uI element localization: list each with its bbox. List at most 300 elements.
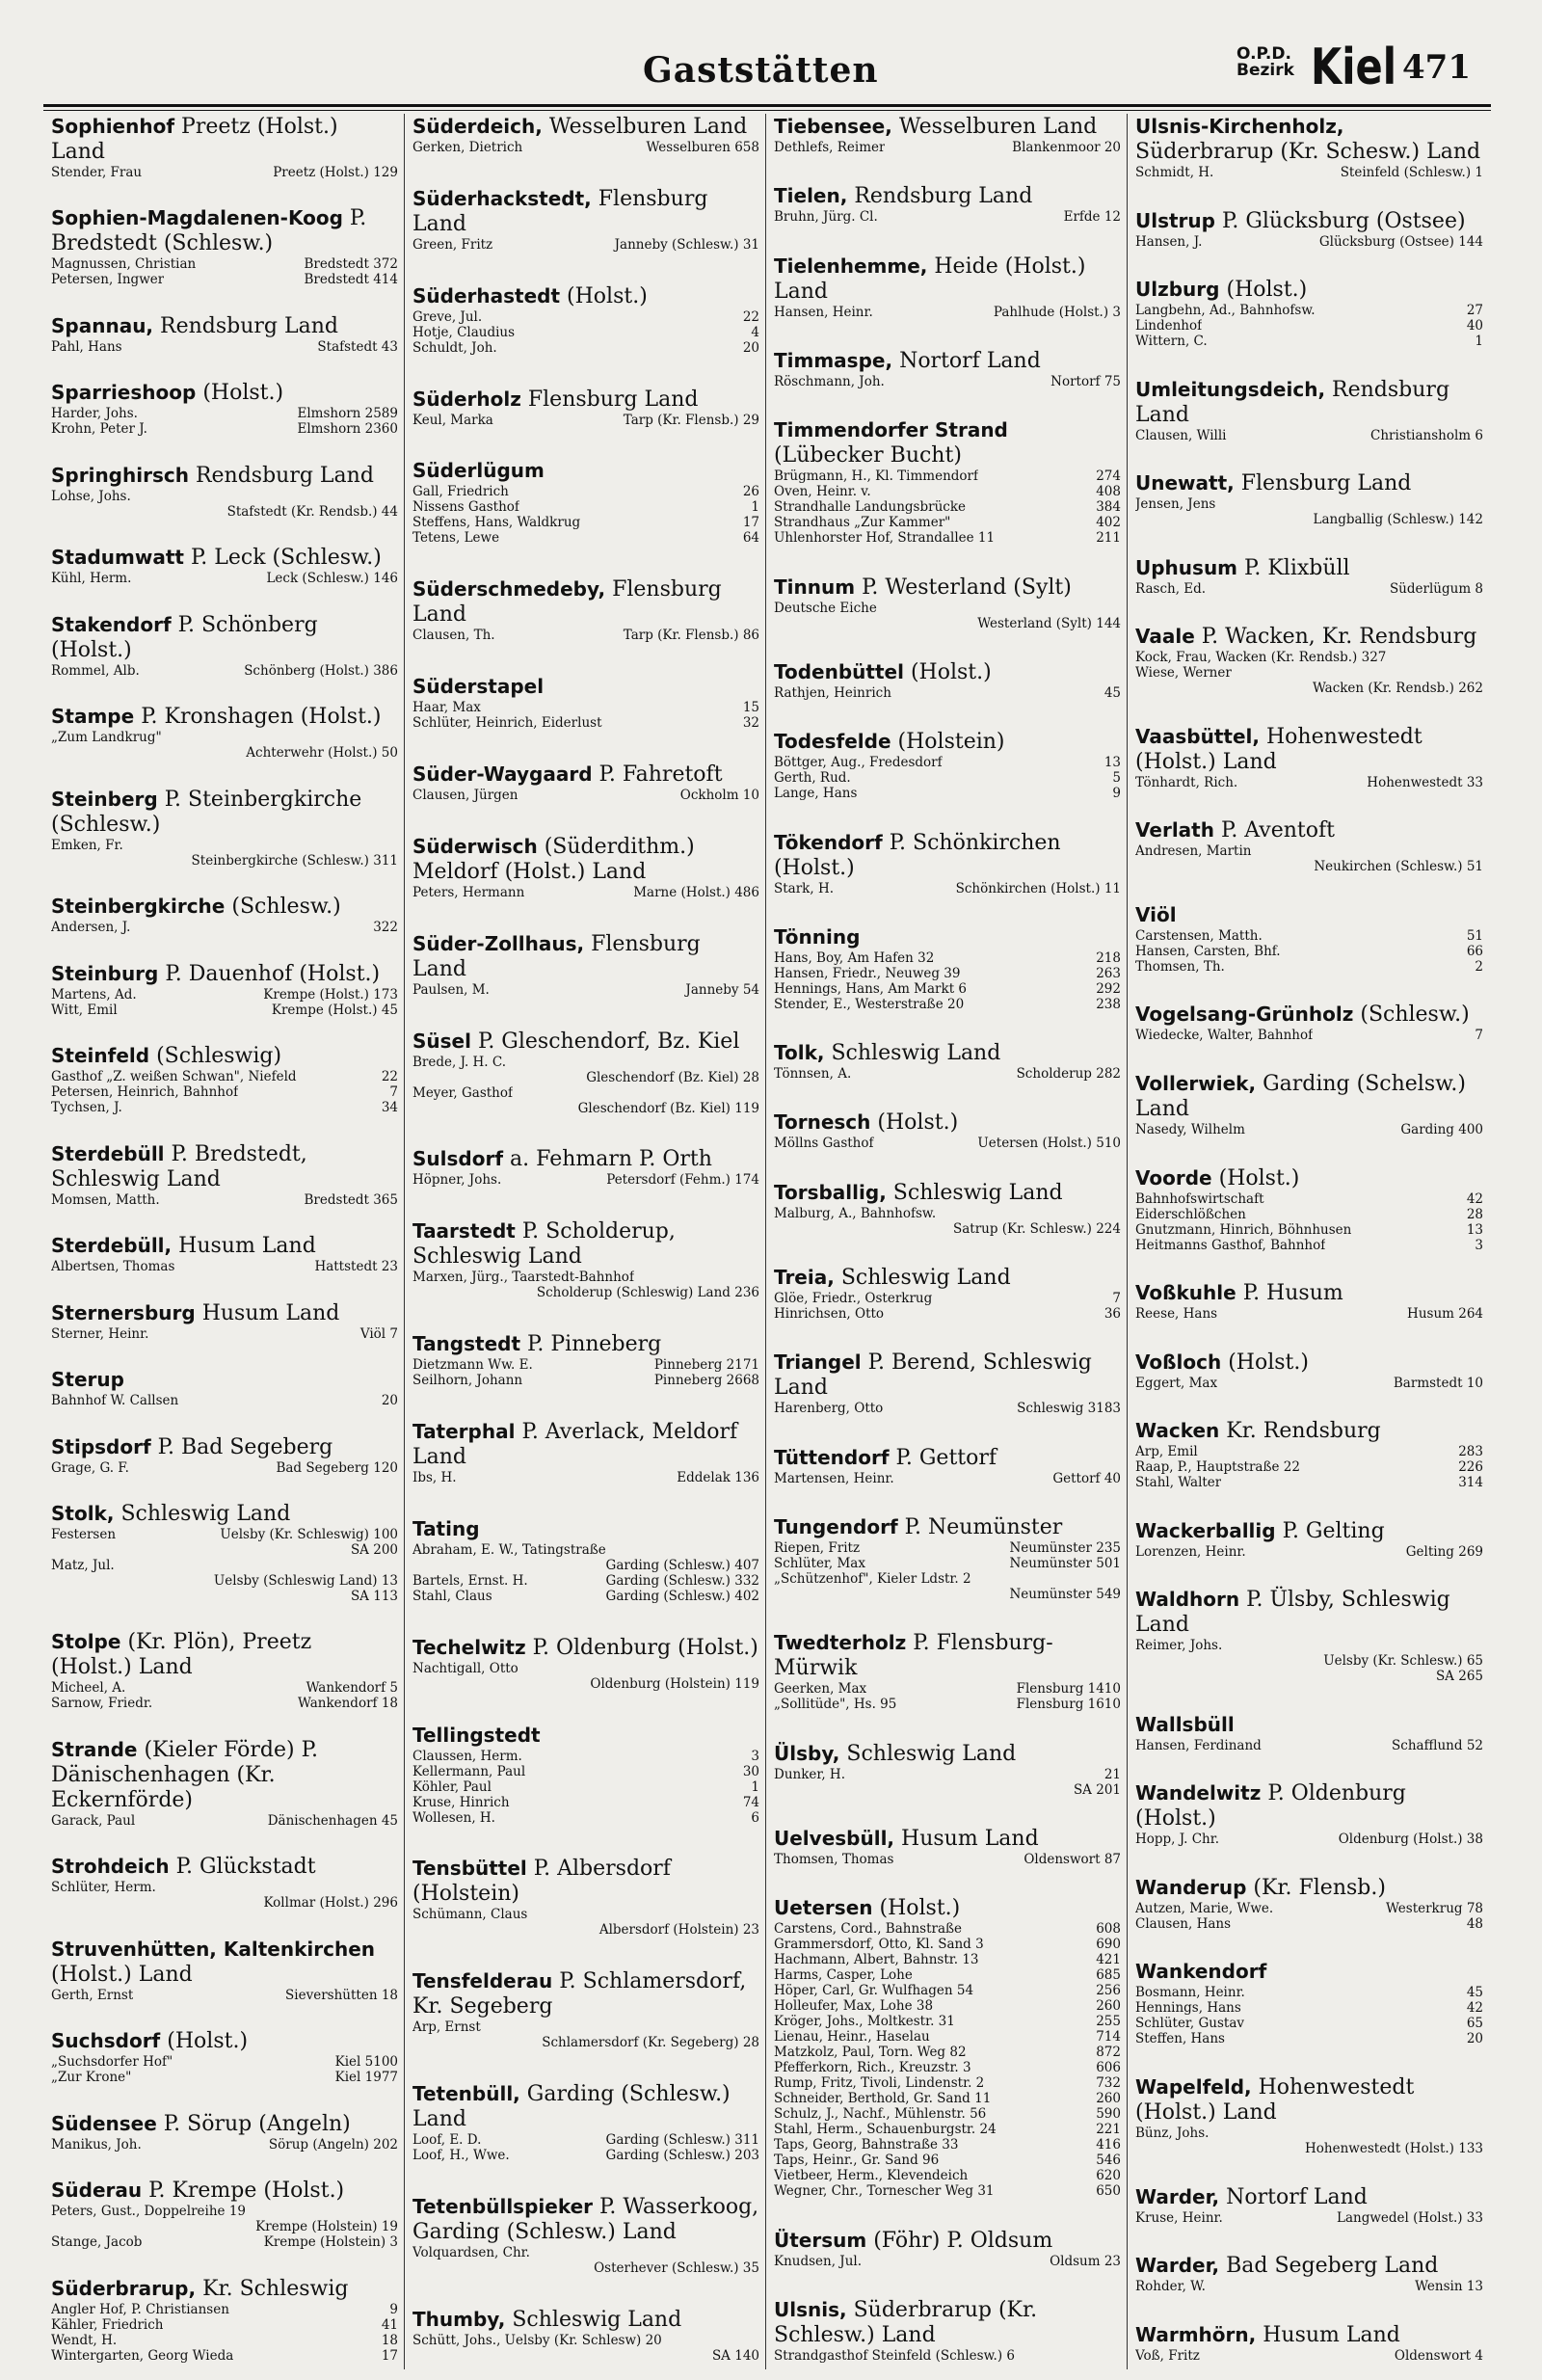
- listing-row: [1135, 581, 1483, 597]
- listing-name: Höpner, Johs.: [412, 1172, 502, 1189]
- column-4: [1128, 114, 1489, 2369]
- listing-name: Angler Hof, P. Christiansen: [51, 2301, 229, 2317]
- place-heading: [412, 458, 759, 484]
- listing-phone: 5: [1112, 770, 1121, 787]
- listing-phone: Blankenmoor 20: [1012, 140, 1121, 155]
- place-heading: [1135, 1165, 1483, 1191]
- listing-phone: 13: [1466, 1221, 1483, 1238]
- listing-name: Schulz, J., Nachf., Mühlenstr. 56: [774, 2106, 987, 2123]
- place-heading: [412, 1331, 759, 1357]
- listing-phone: Tarp (Kr. Flensb.) 86: [623, 628, 759, 644]
- directory-entry: [1135, 1280, 1483, 1322]
- listing-name: Clausen, Th.: [412, 628, 495, 644]
- place-heading: [774, 1630, 1121, 1681]
- listing-phone: [1477, 1638, 1483, 1653]
- listing-phone: 1: [751, 1778, 759, 1795]
- post-office: (Holst.): [879, 1896, 961, 1921]
- directory-entry: [774, 348, 1121, 389]
- listing-name: Wollesen, H.: [412, 1809, 495, 1826]
- post-office: Rendsburg Land: [1135, 377, 1450, 427]
- place-heading: [1135, 470, 1483, 496]
- listing-phone: Wankendorf 5: [306, 1680, 398, 1697]
- place-name: Tolk,: [774, 1041, 825, 1065]
- listing-phone: [392, 2204, 398, 2219]
- listing-row: [1135, 959, 1483, 975]
- listing-phone: 685: [1096, 1967, 1121, 1984]
- listing-name: Oven, Heinr. v.: [774, 484, 871, 500]
- directory-entry: [1135, 208, 1483, 250]
- listing-name: Hennings, Hans: [1135, 2000, 1241, 2017]
- place-heading: [1135, 1875, 1483, 1901]
- place-name: Wankendorf: [1135, 1960, 1267, 1984]
- listing-phone: 22: [742, 308, 759, 325]
- listing-row: [412, 1779, 759, 1795]
- listing-name: Micheel, A.: [51, 1680, 126, 1697]
- listing-row: [1135, 1444, 1483, 1459]
- listing-phone: 402: [1096, 515, 1121, 531]
- listing-row: [51, 838, 398, 853]
- post-office: Bad Segeberg Land: [1226, 2254, 1439, 2279]
- place-heading: [412, 1635, 759, 1661]
- post-office: (Holstein): [897, 730, 1005, 755]
- listing-phone: Tarp (Kr. Flensb.) 29: [623, 412, 759, 428]
- place-name: Vogelsang-Grünholz: [1135, 1003, 1354, 1027]
- place-name: Triangel: [774, 1350, 862, 1375]
- column-1: [43, 114, 405, 2369]
- listing-name: Keul, Marka: [412, 412, 493, 428]
- listing-row: [412, 1285, 759, 1300]
- listing-phone: Pinneberg 2668: [653, 1373, 759, 1389]
- listing-row: [1135, 2031, 1483, 2046]
- place-heading: [51, 704, 398, 730]
- place-name: Stampe: [51, 705, 135, 729]
- listing-name: Schneider, Berthold, Gr. Sand 11: [774, 2091, 992, 2107]
- listing-phone: 256: [1096, 1983, 1121, 1999]
- directory-entry: [51, 1367, 398, 1408]
- listing-row: [412, 1357, 759, 1373]
- place-heading: [51, 114, 398, 165]
- listing-row: [774, 601, 1121, 616]
- listing-phone: Sievershütten 18: [285, 1987, 398, 2003]
- listing-row: [51, 1573, 398, 1589]
- listing-phone: Erfde 12: [1063, 209, 1121, 226]
- place-name: Timmaspe,: [774, 348, 893, 372]
- listing-phone: Langballig (Schlesw.) 142: [1313, 512, 1483, 528]
- directory-entry: [412, 1968, 759, 2050]
- listing-name: Stahl, Walter: [1135, 1475, 1222, 1491]
- post-office: P. Bad Segeberg: [157, 1434, 333, 1459]
- listing-phone: 650: [1096, 2183, 1121, 2200]
- listing-name: Schlüter, Max: [774, 1556, 865, 1571]
- listing-row: [774, 2106, 1121, 2122]
- place-name: Suchsdorf: [51, 2029, 161, 2053]
- place-heading: [51, 463, 398, 489]
- listing-name: Hennings, Hans, Am Markt 6: [774, 980, 967, 997]
- post-office: P. Dauenhof (Holst.): [165, 961, 381, 986]
- place-heading: [51, 961, 398, 987]
- listing-phone: Krempe (Holstein) 19: [255, 2219, 398, 2235]
- listing-row: [1135, 665, 1483, 681]
- listing-name: Lohse, Johs.: [51, 488, 131, 504]
- listing-row: [51, 663, 398, 679]
- listing-row: [412, 885, 759, 900]
- place-heading: [51, 1367, 398, 1393]
- listing-name: Hachmann, Albert, Bahnstr. 13: [774, 1952, 979, 1968]
- listing-phone: [1477, 2126, 1483, 2141]
- place-heading: [51, 612, 398, 663]
- listing-name: Kock, Frau, Wacken (Kr. Rendsb.) 327: [1135, 650, 1387, 666]
- listing-phone: [392, 1880, 398, 1895]
- listing-phone: 9: [1112, 786, 1121, 802]
- listing-phone: Achterwehr (Holst.) 50: [246, 745, 398, 762]
- directory-entry: [51, 1501, 398, 1604]
- listing-name: Rump, Fritz, Tivoli, Lindenstr. 2: [774, 2075, 985, 2092]
- listing-phone: 3: [1475, 1237, 1483, 1253]
- listing-row: [1135, 1738, 1483, 1753]
- listing-name: Kruse, Hinrich: [412, 1794, 510, 1810]
- directory-entry: [774, 183, 1121, 225]
- listing-row: [412, 2035, 759, 2050]
- place-name: Süderdeich,: [412, 115, 543, 138]
- listing-phone: 20: [381, 1393, 398, 1409]
- place-name: Vollerwiek,: [1135, 1072, 1257, 1096]
- listing-row: [774, 2153, 1121, 2168]
- post-office: Wesselburen Land: [898, 115, 1098, 139]
- listing-name: Malburg, A., Bahnhofsw.: [774, 1205, 937, 1221]
- listing-row: [51, 987, 398, 1003]
- listing-name: Stange, Jacob: [51, 2234, 143, 2251]
- listing-name: Langbehn, Ad., Bahnhofsw.: [1135, 303, 1316, 319]
- place-name: Verlath: [1135, 818, 1214, 842]
- place-heading: [412, 2307, 759, 2333]
- place-name: Süderau: [51, 2179, 143, 2203]
- listing-row: [774, 484, 1121, 499]
- place-name: Waldhorn: [1135, 1588, 1240, 1612]
- listing-row: [412, 1542, 759, 1558]
- place-heading: [1135, 1587, 1483, 1638]
- directory-entry: [1135, 1002, 1483, 1043]
- listing-phone: 40: [1466, 318, 1483, 334]
- listing-row: [1135, 1222, 1483, 1238]
- post-office: Husum Land: [901, 1826, 1039, 1851]
- listing-phone: [754, 1055, 759, 1070]
- place-name: Ütersum: [774, 2228, 867, 2252]
- listing-name: Seilhorn, Johann: [412, 1373, 523, 1389]
- place-heading: [774, 2228, 1121, 2254]
- listing-row: [412, 325, 759, 340]
- place-name: Taarstedt: [412, 1219, 516, 1243]
- listing-row: [412, 237, 759, 253]
- place-name: Tetenbüllspieker: [412, 2195, 594, 2219]
- listing-name: Kröger, Johs., Moltkestr. 31: [774, 2014, 955, 2030]
- listing-phone: 13: [1103, 755, 1121, 771]
- place-name: Treia,: [774, 1266, 835, 1290]
- listing-phone: Barmstedt 10: [1393, 1375, 1483, 1391]
- listing-name: Schmidt, H.: [1135, 165, 1214, 180]
- listing-name: Brede, J. H. C.: [412, 1054, 507, 1070]
- place-heading: [1135, 1280, 1483, 1306]
- listing-phone: [392, 1558, 398, 1573]
- post-office: Süderbrarup (Kr. Schesw.) Land: [1135, 140, 1481, 164]
- listing-row: [412, 1470, 759, 1485]
- listing-name: Sterner, Heinr.: [51, 1325, 149, 1342]
- place-heading: [412, 1968, 759, 2019]
- listing-name: Matzkolz, Paul, Torn. Weg 82: [774, 2045, 967, 2061]
- listing-row: [774, 1697, 1121, 1712]
- place-name: Sterdebüll: [51, 1141, 165, 1165]
- post-office: Hohenwestedt (Holst.) Land: [1135, 2075, 1415, 2126]
- place-heading: [412, 1146, 759, 1172]
- listing-row: [412, 1101, 759, 1116]
- post-office: Husum Land: [178, 1234, 316, 1259]
- listing-row: [774, 2029, 1121, 2045]
- listing-phone: 408: [1096, 484, 1121, 500]
- listing-phone: Uetersen (Holst.) 510: [977, 1136, 1121, 1152]
- post-office: (Schleswig): [156, 1044, 282, 1069]
- listing-name: Krohn, Peter J.: [51, 421, 147, 438]
- listing-name: Schlüter, Gustav: [1135, 2016, 1244, 2032]
- place-heading: [774, 183, 1121, 209]
- directory-entry: [51, 380, 398, 437]
- post-office: P. Oldenburg (Holst.): [1135, 1781, 1406, 1832]
- listing-row: [51, 1003, 398, 1018]
- directory-entry: [774, 1895, 1121, 2199]
- listing-name: Lange, Hans: [774, 786, 858, 802]
- directory-entry: [774, 1350, 1121, 1416]
- listing-name: Arp, Ernst: [412, 2019, 481, 2036]
- listing-phone: Wankendorf 18: [298, 1696, 398, 1712]
- listing-row: [412, 309, 759, 325]
- listing-phone: 2: [1475, 958, 1483, 975]
- listing-row: [774, 1983, 1121, 1998]
- listing-row: [412, 484, 759, 499]
- listing-row: [774, 786, 1121, 801]
- place-heading: [51, 1854, 398, 1880]
- listing-row: [412, 140, 759, 155]
- place-name: Unewatt,: [1135, 471, 1235, 495]
- listing-row: [412, 1907, 759, 1922]
- place-name: Tielenhemme,: [774, 254, 928, 278]
- post-office: (Holst.): [1218, 1165, 1300, 1190]
- place-name: Tetenbüll,: [412, 2082, 520, 2106]
- listing-row: [774, 1921, 1121, 1937]
- listing-phone: 18: [381, 2332, 398, 2348]
- listing-name: Heitmanns Gasthof, Bahnhof: [1135, 1237, 1326, 1253]
- listing-name: Autzen, Marie, Wwe.: [1135, 1900, 1274, 1916]
- place-name: Wanderup: [1135, 1875, 1247, 1899]
- place-heading: [51, 2028, 398, 2054]
- place-heading: [51, 1141, 398, 1192]
- place-heading: [51, 1233, 398, 1259]
- listing-phone: 32: [742, 715, 759, 732]
- post-office: P. Gleschendorf, Bz. Kiel: [477, 1029, 740, 1054]
- listing-row: [774, 1998, 1121, 2014]
- post-office: P. Ülsby, Schleswig Land: [1135, 1588, 1450, 1638]
- directory-entry: [774, 1741, 1121, 1798]
- listing-row: [412, 2245, 759, 2260]
- listing-phone: Albersdorf (Holstein) 23: [598, 1922, 759, 1939]
- post-office: P. Schönberg (Holst.): [51, 612, 318, 662]
- place-heading: [1135, 1350, 1483, 1376]
- listing-name: Köhler, Paul: [412, 1778, 492, 1795]
- listing-name: Strandhalle Landungsbrücke: [774, 499, 966, 516]
- listing-phone: [754, 1542, 759, 1558]
- listing-phone: 238: [1096, 996, 1121, 1012]
- listing-phone: Neumünster 549: [1009, 1587, 1121, 1602]
- place-name: Voßloch: [1135, 1350, 1222, 1374]
- post-office: P. Aventoft: [1220, 818, 1335, 843]
- listing-row: [412, 2148, 759, 2163]
- listing-phone: Viöl 7: [359, 1325, 398, 1342]
- opd-label: O.P.D.: [1236, 44, 1291, 64]
- post-office: (Kieler Förde) P. Dänischenhagen (Kr. Eckernförde): [51, 1737, 318, 1812]
- listing-row: [412, 2019, 759, 2035]
- directory-entry: [1135, 1418, 1483, 1490]
- listing-phone: 260: [1096, 1998, 1121, 2015]
- listing-name: Schümann, Claus: [412, 1907, 528, 1923]
- directory-entry: [1135, 1712, 1483, 1753]
- post-office: (Süderdithm.) Meldorf (Holst.) Land: [412, 834, 695, 884]
- directory-entry: [51, 545, 398, 586]
- listing-name: Thomsen, Th.: [1135, 958, 1225, 975]
- place-name: Umleitungsdeich,: [1135, 377, 1326, 401]
- listing-row: [774, 685, 1121, 701]
- listing-phone: 714: [1096, 2029, 1121, 2046]
- listing-name: Pfefferkorn, Rich., Kreuzstr. 3: [774, 2060, 971, 2076]
- listing-name: Reimer, Johs.: [1135, 1638, 1223, 1654]
- directory-entry: [1135, 2322, 1483, 2364]
- post-office: P. Bredstedt (Schlesw.): [51, 206, 367, 256]
- place-heading: [412, 2081, 759, 2132]
- post-office: P. Wacken, Kr. Rendsburg: [1201, 625, 1477, 650]
- listing-phone: [1115, 1571, 1121, 1587]
- listing-row: [51, 421, 398, 437]
- place-name: Tensfelderau: [412, 1969, 553, 1993]
- listing-row: [774, 140, 1121, 155]
- listing-phone: Petersdorf (Fehm.) 174: [606, 1172, 759, 1189]
- listing-row: [51, 2070, 398, 2085]
- place-name: Stadumwatt: [51, 546, 184, 570]
- listing-row: [412, 1749, 759, 1764]
- listing-phone: 15: [742, 700, 759, 716]
- listing-phone: 546: [1096, 2153, 1121, 2169]
- listing-phone: [392, 489, 398, 504]
- place-heading: [1135, 555, 1483, 581]
- place-name: Wallsbüll: [1135, 1712, 1235, 1736]
- directory-entry: [51, 1737, 398, 1829]
- listing-row: [774, 1782, 1121, 1798]
- listing-phone: [392, 730, 398, 745]
- place-name: Wackerballig: [1135, 1518, 1276, 1542]
- post-office: Schleswig Land: [846, 1741, 1017, 1766]
- post-office: P. Glückstadt: [175, 1855, 316, 1880]
- directory-entry: [774, 924, 1121, 1012]
- place-heading: [1135, 2253, 1483, 2279]
- listing-phone: 211: [1096, 530, 1121, 547]
- place-heading: [1135, 1780, 1483, 1832]
- place-name: Thumby,: [412, 2307, 506, 2331]
- listing-phone: [754, 1270, 759, 1285]
- post-office: P. Scholderup, Schleswig Land: [412, 1219, 676, 1270]
- listing-name: Gerth, Ernst: [51, 1987, 134, 2003]
- listing-name: Wiedecke, Walter, Bahnhof: [1135, 1028, 1314, 1044]
- post-office: P. Flensburg-Mürwik: [774, 1631, 1053, 1681]
- listing-row: [51, 730, 398, 745]
- place-name: Torsballig,: [774, 1180, 887, 1204]
- page-title: Gaststätten: [643, 50, 879, 91]
- post-office: P. Gettorf: [895, 1445, 997, 1470]
- listing-phone: Stafstedt (Kr. Rendsb.) 44: [226, 503, 398, 520]
- listing-phone: 48: [1466, 1915, 1483, 1932]
- listing-phone: Kiel 5100: [334, 2054, 398, 2071]
- listing-phone: 74: [742, 1794, 759, 1810]
- post-office: P. Kronshagen (Holst.): [141, 705, 382, 730]
- listing-row: [1135, 775, 1483, 790]
- place-heading: [1135, 1002, 1483, 1028]
- place-name: Steinberg: [51, 787, 158, 811]
- listing-row: [1135, 2141, 1483, 2156]
- listing-phone: Schönkirchen (Holst.) 11: [955, 880, 1121, 896]
- listing-name: Eggert, Max: [1135, 1375, 1218, 1391]
- place-heading: [774, 1895, 1121, 1921]
- listing-phone: Bad Segeberg 120: [276, 1459, 398, 1476]
- listing-name: Möllns Gasthof: [774, 1136, 874, 1152]
- post-office: (Föhr) P. Oldsum: [873, 2228, 1053, 2253]
- listing-name: Uhlenhorster Hof, Strandallee 11: [774, 530, 996, 547]
- listing-name: Dunker, H.: [774, 1766, 845, 1782]
- listing-name: Kellermann, Paul: [412, 1763, 526, 1779]
- place-heading: [412, 834, 759, 885]
- listing-row: [412, 1373, 759, 1388]
- listing-phone: Westerland (Sylt) 144: [977, 615, 1121, 631]
- listing-name: Meyer, Gasthof: [412, 1084, 513, 1101]
- listing-row: [51, 1558, 398, 1573]
- directory-entry: [774, 1630, 1121, 1712]
- place-heading: [412, 576, 759, 628]
- post-office: P. Averlack, Meldorf Land: [412, 1420, 738, 1470]
- listing-row: [1135, 234, 1483, 250]
- place-heading: [1135, 2184, 1483, 2210]
- place-heading: [412, 387, 759, 413]
- place-heading: [412, 1029, 759, 1055]
- directory-entry: [1135, 377, 1483, 443]
- place-name: Stakendorf: [51, 612, 172, 636]
- place-name: Strohdeich: [51, 1855, 170, 1879]
- directory-entry: [1135, 1587, 1483, 1684]
- directory-entry: [51, 313, 398, 355]
- listing-name: „Sollitüde", Hs. 95: [774, 1697, 897, 1713]
- listing-phone: Süderlügum 8: [1389, 580, 1483, 597]
- directory-entry: [774, 2228, 1121, 2269]
- post-office: P. Leck (Schlesw.): [190, 546, 382, 571]
- listing-phone: 6: [751, 1809, 759, 1826]
- listing-row: [1135, 496, 1483, 512]
- place-heading: [774, 1265, 1121, 1291]
- place-name: Tungendorf: [774, 1515, 898, 1538]
- listing-phone: 26: [742, 484, 759, 500]
- listing-name: „Schützenhof", Kieler Ldstr. 2: [774, 1571, 971, 1587]
- listing-row: [51, 1393, 398, 1408]
- listing-name: Taps, Heinr., Gr. Sand 96: [774, 2153, 940, 2169]
- listing-row: [51, 2234, 398, 2250]
- listing-row: [774, 1852, 1121, 1867]
- listing-name: Tetens, Lewe: [412, 530, 500, 547]
- place-heading: [774, 729, 1121, 755]
- directory-entry: [51, 2111, 398, 2153]
- listing-name: „Zur Krone": [51, 2070, 132, 2086]
- directory-entry: [51, 1854, 398, 1911]
- listing-phone: 283: [1458, 1444, 1483, 1460]
